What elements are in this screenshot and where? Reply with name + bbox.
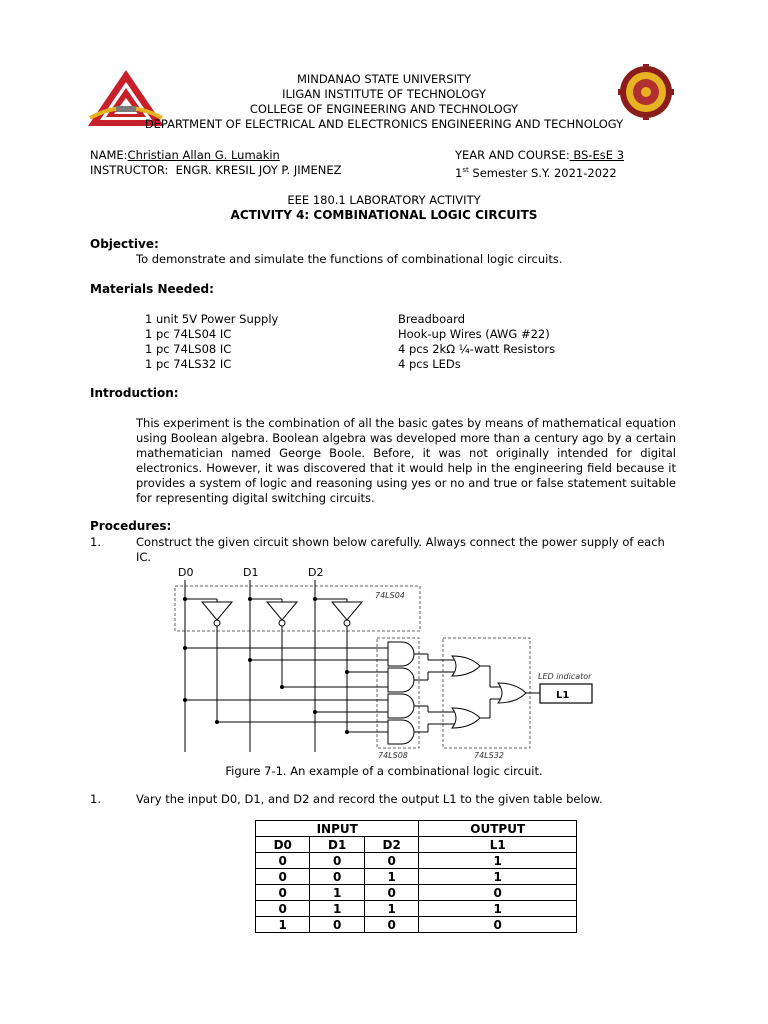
name-line — [90, 148, 409, 163]
step2-text: Vary the input D0, D1, and D2 and record the output L1 to the given table below. — [136, 792, 603, 806]
materials-right-list — [398, 312, 555, 372]
figure-caption: Figure 7-1. An example of a combinational logic circuit. — [225, 764, 543, 778]
column-header-d0: D0 — [256, 837, 310, 853]
table-row — [256, 885, 577, 901]
output-group-header: OUTPUT — [419, 821, 577, 837]
material-item: 4 pcs LEDs — [398, 357, 461, 371]
table-cell: 1 — [310, 885, 364, 901]
semester-rest: Semester S.Y. 2021-2022 — [468, 165, 617, 180]
objective-text: To demonstrate and simulate the functions of combinational logic circuits. — [136, 252, 563, 266]
led-indicator-label: LED indicator — [538, 672, 592, 681]
table-cell: 0 — [310, 917, 364, 933]
table-cell: 1 — [419, 853, 577, 869]
table-row — [256, 901, 577, 917]
step1-text: Construct the given circuit shown below carefully. Always connect the power supply of each IC. — [136, 535, 665, 564]
instructor-value: ENGR. KRESIL JOY P. JIMENEZ — [175, 163, 342, 177]
table-cell: 1 — [364, 901, 418, 917]
column-header-d2: D2 — [364, 837, 418, 853]
table-group-header-row — [256, 821, 577, 837]
material-item: 1 pc 74LS32 IC — [145, 357, 232, 371]
semester-sup: st — [462, 166, 469, 174]
college-name: COLLEGE OF ENGINEERING AND TECHNOLOGY — [249, 102, 519, 116]
materials-heading: Materials Needed: — [90, 282, 214, 296]
instructor-line — [90, 163, 342, 178]
table-cell: 1 — [419, 869, 577, 885]
chip-label-74ls04: 74LS04 — [375, 591, 405, 600]
table-cell: 0 — [310, 869, 364, 885]
table-row — [256, 917, 577, 933]
university-name: MINDANAO STATE UNIVERSITY — [296, 72, 472, 86]
table-cell: 0 — [364, 885, 418, 901]
table-cell: 0 — [256, 901, 310, 917]
name-value: Christian Allan G. Lumakin — [127, 148, 280, 162]
table-cell: 0 — [419, 917, 577, 933]
output-label-l1: L1 — [556, 690, 570, 701]
combinational-circuit-diagram — [170, 562, 600, 762]
institute-name: ILIGAN INSTITUTE OF TECHNOLOGY — [282, 87, 486, 101]
procedures-heading: Procedures: — [90, 519, 172, 533]
introduction-text: This experiment is the combination of all the basic gates by means of mathematical equation using Boolean algebra. Boolean algebra was developed more than a century ago by a certain mathematician named George Boole. Before, it was not originally intended for digital electronics. However, it was discovered that it would help in the engineering field because it provides a system of logic and reasoning using yes or no and true or false statement suitable for representing digital switching circuits. — [136, 416, 676, 505]
material-item: 4 pcs 2kΩ ¼-watt Resistors — [398, 342, 556, 356]
year-value: BS-EsE 3 — [569, 148, 625, 162]
table-column-header-row — [256, 837, 577, 853]
course-title: EEE 180.1 LABORATORY ACTIVITY — [287, 193, 481, 207]
chip-label-74ls08: 74LS08 — [378, 751, 408, 760]
table-cell: 0 — [419, 885, 577, 901]
table-cell: 1 — [419, 901, 577, 917]
table-cell: 1 — [310, 901, 364, 917]
table-cell: 0 — [256, 885, 310, 901]
name-label: NAME: — [90, 148, 128, 162]
step2-number: 1. — [90, 792, 101, 806]
step1-number: 1. — [90, 535, 101, 549]
semester-num: 1 — [455, 165, 463, 180]
activity-title: ACTIVITY 4: COMBINATIONAL LOGIC CIRCUITS — [230, 208, 538, 222]
objective-heading: Objective: — [90, 237, 159, 251]
table-cell: 0 — [364, 853, 418, 869]
materials-left-list — [145, 312, 278, 372]
department-name: DEPARTMENT OF ELECTRICAL AND ELECTRONICS ENGINEERING AND TECHNOLOGY — [144, 117, 624, 131]
table-cell: 1 — [364, 869, 418, 885]
material-item: 1 unit 5V Power Supply — [145, 312, 279, 326]
column-header-l1: L1 — [419, 837, 577, 853]
material-item: Breadboard — [398, 312, 465, 326]
material-item: Hook-up Wires (AWG #22) — [398, 327, 550, 341]
input-group-header: INPUT — [256, 821, 419, 837]
semester-line — [455, 163, 617, 181]
column-header-d1: D1 — [310, 837, 364, 853]
table-cell: 0 — [310, 853, 364, 869]
table-row — [256, 869, 577, 885]
introduction-heading: Introduction: — [90, 386, 179, 400]
truth-table — [255, 820, 577, 933]
input-label-d2: D2 — [308, 566, 324, 579]
year-label: YEAR AND COURSE: — [455, 148, 570, 162]
input-label-d1: D1 — [243, 566, 259, 579]
table-cell: 0 — [364, 917, 418, 933]
table-cell: 1 — [256, 917, 310, 933]
material-item: 1 pc 74LS08 IC — [145, 342, 232, 356]
table-cell: 0 — [256, 853, 310, 869]
table-cell: 0 — [256, 869, 310, 885]
material-item: 1 pc 74LS04 IC — [145, 327, 232, 341]
year-course-line — [455, 148, 624, 163]
instructor-label: INSTRUCTOR: — [90, 163, 169, 177]
chip-label-74ls32: 74LS32 — [474, 751, 504, 760]
input-label-d0: D0 — [178, 566, 194, 579]
table-row — [256, 853, 577, 869]
